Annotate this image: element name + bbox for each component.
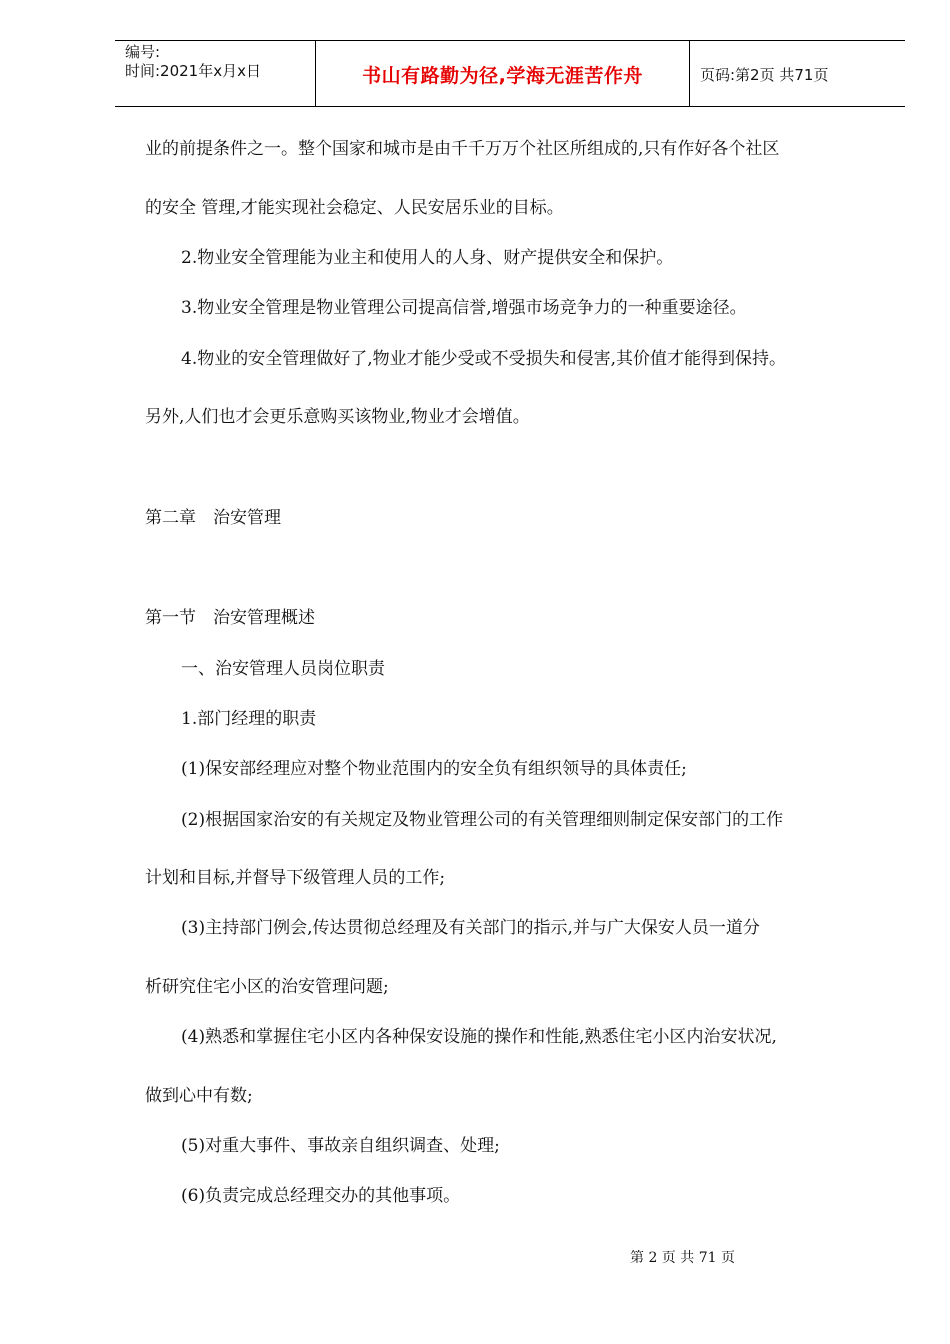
body-line: 另外,人们也才会更乐意购买该物业,物业才会增值。 [145, 407, 530, 427]
body-line: 计划和目标,并督导下级管理人员的工作; [145, 868, 446, 888]
body-line: (1)保安部经理应对整个物业范围内的安全负有组织领导的具体责任; [181, 759, 687, 779]
time-label: 时间:2021年x月x日 [125, 62, 261, 80]
body-line: 2.物业安全管理能为业主和使用人的人身、财产提供安全和保护。 [181, 248, 674, 268]
page-footer: 第 2 页 共 71 页 [630, 1250, 735, 1266]
chapter-heading: 第二章 治安管理 [145, 508, 281, 528]
body-line: (6)负责完成总经理交办的其他事项。 [181, 1186, 461, 1206]
section-heading: 第一节 治安管理概述 [145, 608, 315, 628]
page-header [115, 40, 905, 107]
header-page-info: 页码:第2页 共71页 [700, 65, 829, 84]
item-heading: 1.部门经理的职责 [181, 709, 317, 729]
body-line: 析研究住宅小区的治安管理问题; [145, 977, 389, 997]
body-line: (3)主持部门例会,传达贯彻总经理及有关部门的指示,并与广大保安人员一道分 [181, 918, 760, 938]
serial-label: 编号: [125, 43, 161, 61]
header-meta [115, 41, 316, 107]
body-line: (4)熟悉和掌握住宅小区内各种保安设施的操作和性能,熟悉住宅小区内治安状况, [181, 1027, 777, 1047]
subsection-heading: 一、治安管理人员岗位职责 [181, 659, 385, 679]
body-line: 的安全 管理,才能实现社会稳定、人民安居乐业的目标。 [145, 198, 564, 218]
body-line: 做到心中有数; [145, 1086, 253, 1106]
body-line: 4.物业的安全管理做好了,物业才能少受或不受损失和侵害,其价值才能得到保持。 [181, 349, 787, 369]
header-motto: 书山有路勤为径,学海无涯苦作舟 [316, 41, 690, 107]
body-line: 业的前提条件之一。整个国家和城市是由千千万万个社区所组成的,只有作好各个社区 [145, 139, 780, 159]
body-line: 3.物业安全管理是物业管理公司提高信誉,增强市场竞争力的一种重要途径。 [181, 298, 747, 318]
body-line: (5)对重大事件、事故亲自组织调查、处理; [181, 1136, 500, 1156]
body-line: (2)根据国家治安的有关规定及物业管理公司的有关管理细则制定保安部门的工作 [181, 810, 784, 830]
